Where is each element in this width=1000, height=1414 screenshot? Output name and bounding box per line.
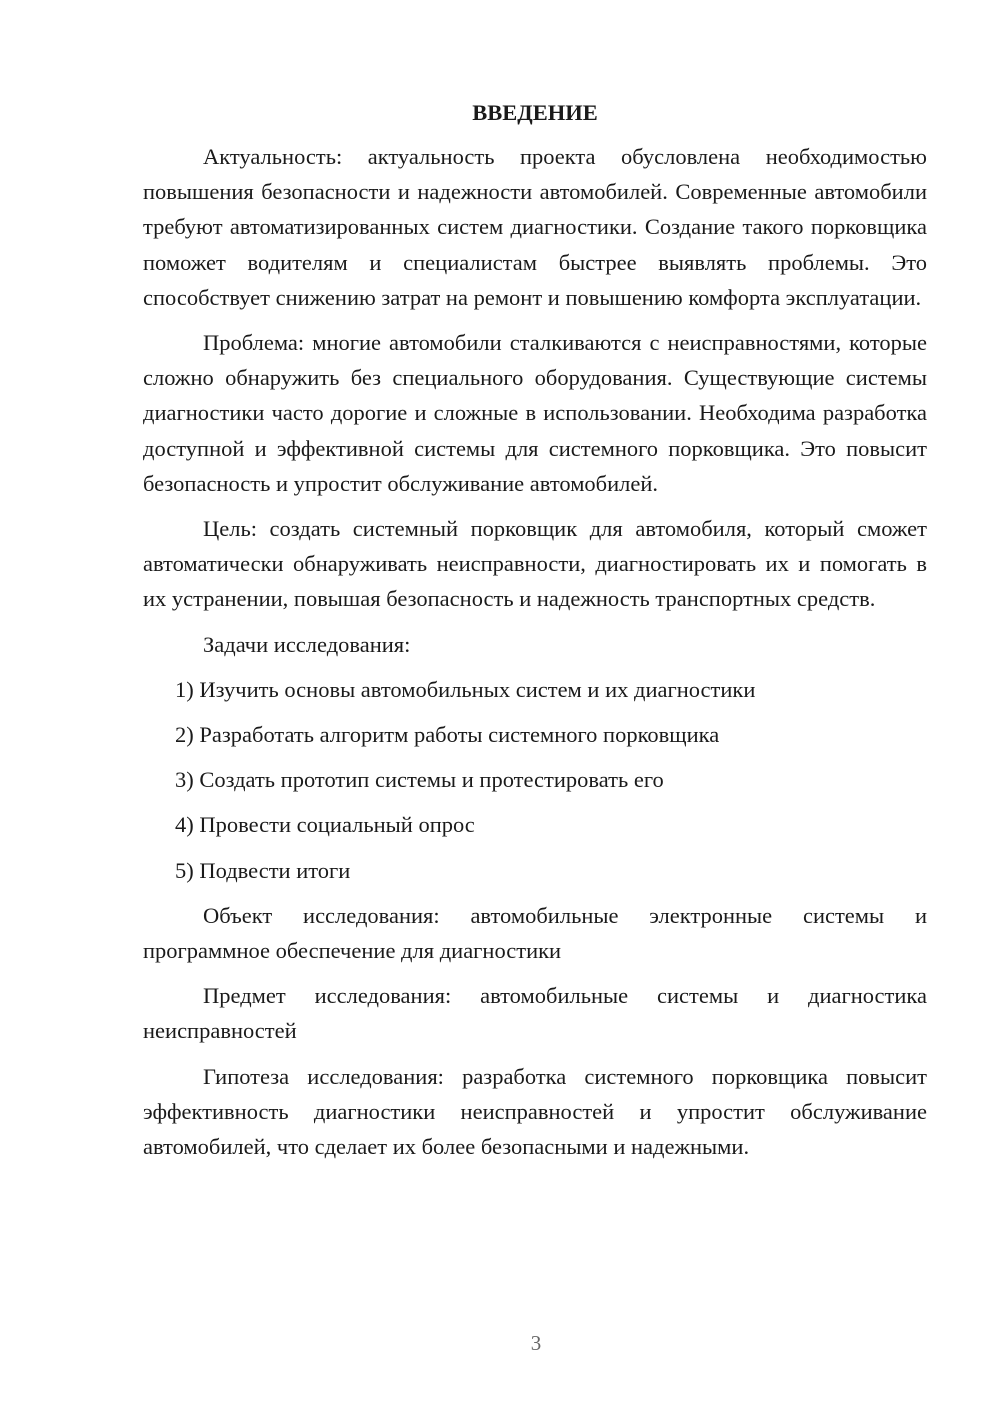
paragraph-hypothesis: Гипотеза исследования: разработка системного порковщика повысит эффективность диагностики неисправностей и упростит обслуживание автомобилей, что сделает их более безопасными и надежными.: [143, 1063, 927, 1160]
paragraph-goal: Цель: создать системный порковщик для автомобиля, который сможет автоматически обнаруживать неисправности, диагностировать их и помогать в их устранении, повышая безопасность и надежность транспортных средств.: [143, 516, 927, 612]
list-item: 3) Создать прототип системы и протестировать его: [175, 767, 664, 793]
list-item: 2) Разработать алгоритм работы системного порковщика: [175, 722, 720, 748]
list-item: 4) Провести социальный опрос: [175, 812, 475, 838]
paragraph-subject: Предмет исследования: автомобильные системы и диагностика неисправностей: [143, 983, 927, 1044]
page-body: [143, 95, 927, 1174]
page-number: 3: [530, 1331, 542, 1355]
paragraph-problem: Проблема: многие автомобили сталкиваются с неисправностями, которые сложно обнаружить без специального оборудования. Существующие системы диагностики часто дорогие и сложные в использовании. Необходима разработка доступной и эффективной системы для системного порковщика. Это повысит безопасность и упростит обслуживание автомобилей.: [143, 330, 927, 496]
tasks-list: [143, 672, 927, 888]
section-title: ВВЕДЕНИЕ: [472, 100, 598, 125]
tasks-heading: Задачи исследования:: [203, 631, 411, 657]
paragraph-object: Объект исследования: автомобильные электронные системы и программное обеспечение для диагностики: [143, 902, 927, 964]
paragraph-relevance: Актуальность: актуальность проекта обусловлена необходимостью повышения безопасности и надежности автомобилей. Современные автомобили требуют автоматизированных систем диагностики. Создание такого порковщика поможет водителям и специалистам быстрее выявлять проблемы. Это способствует снижению затрат на ремонт и повышению комфорта эксплуатации.: [143, 144, 927, 310]
list-item: 1) Изучить основы автомобильных систем и их диагностики: [175, 676, 756, 702]
list-item: 5) Подвести итоги: [175, 857, 351, 883]
